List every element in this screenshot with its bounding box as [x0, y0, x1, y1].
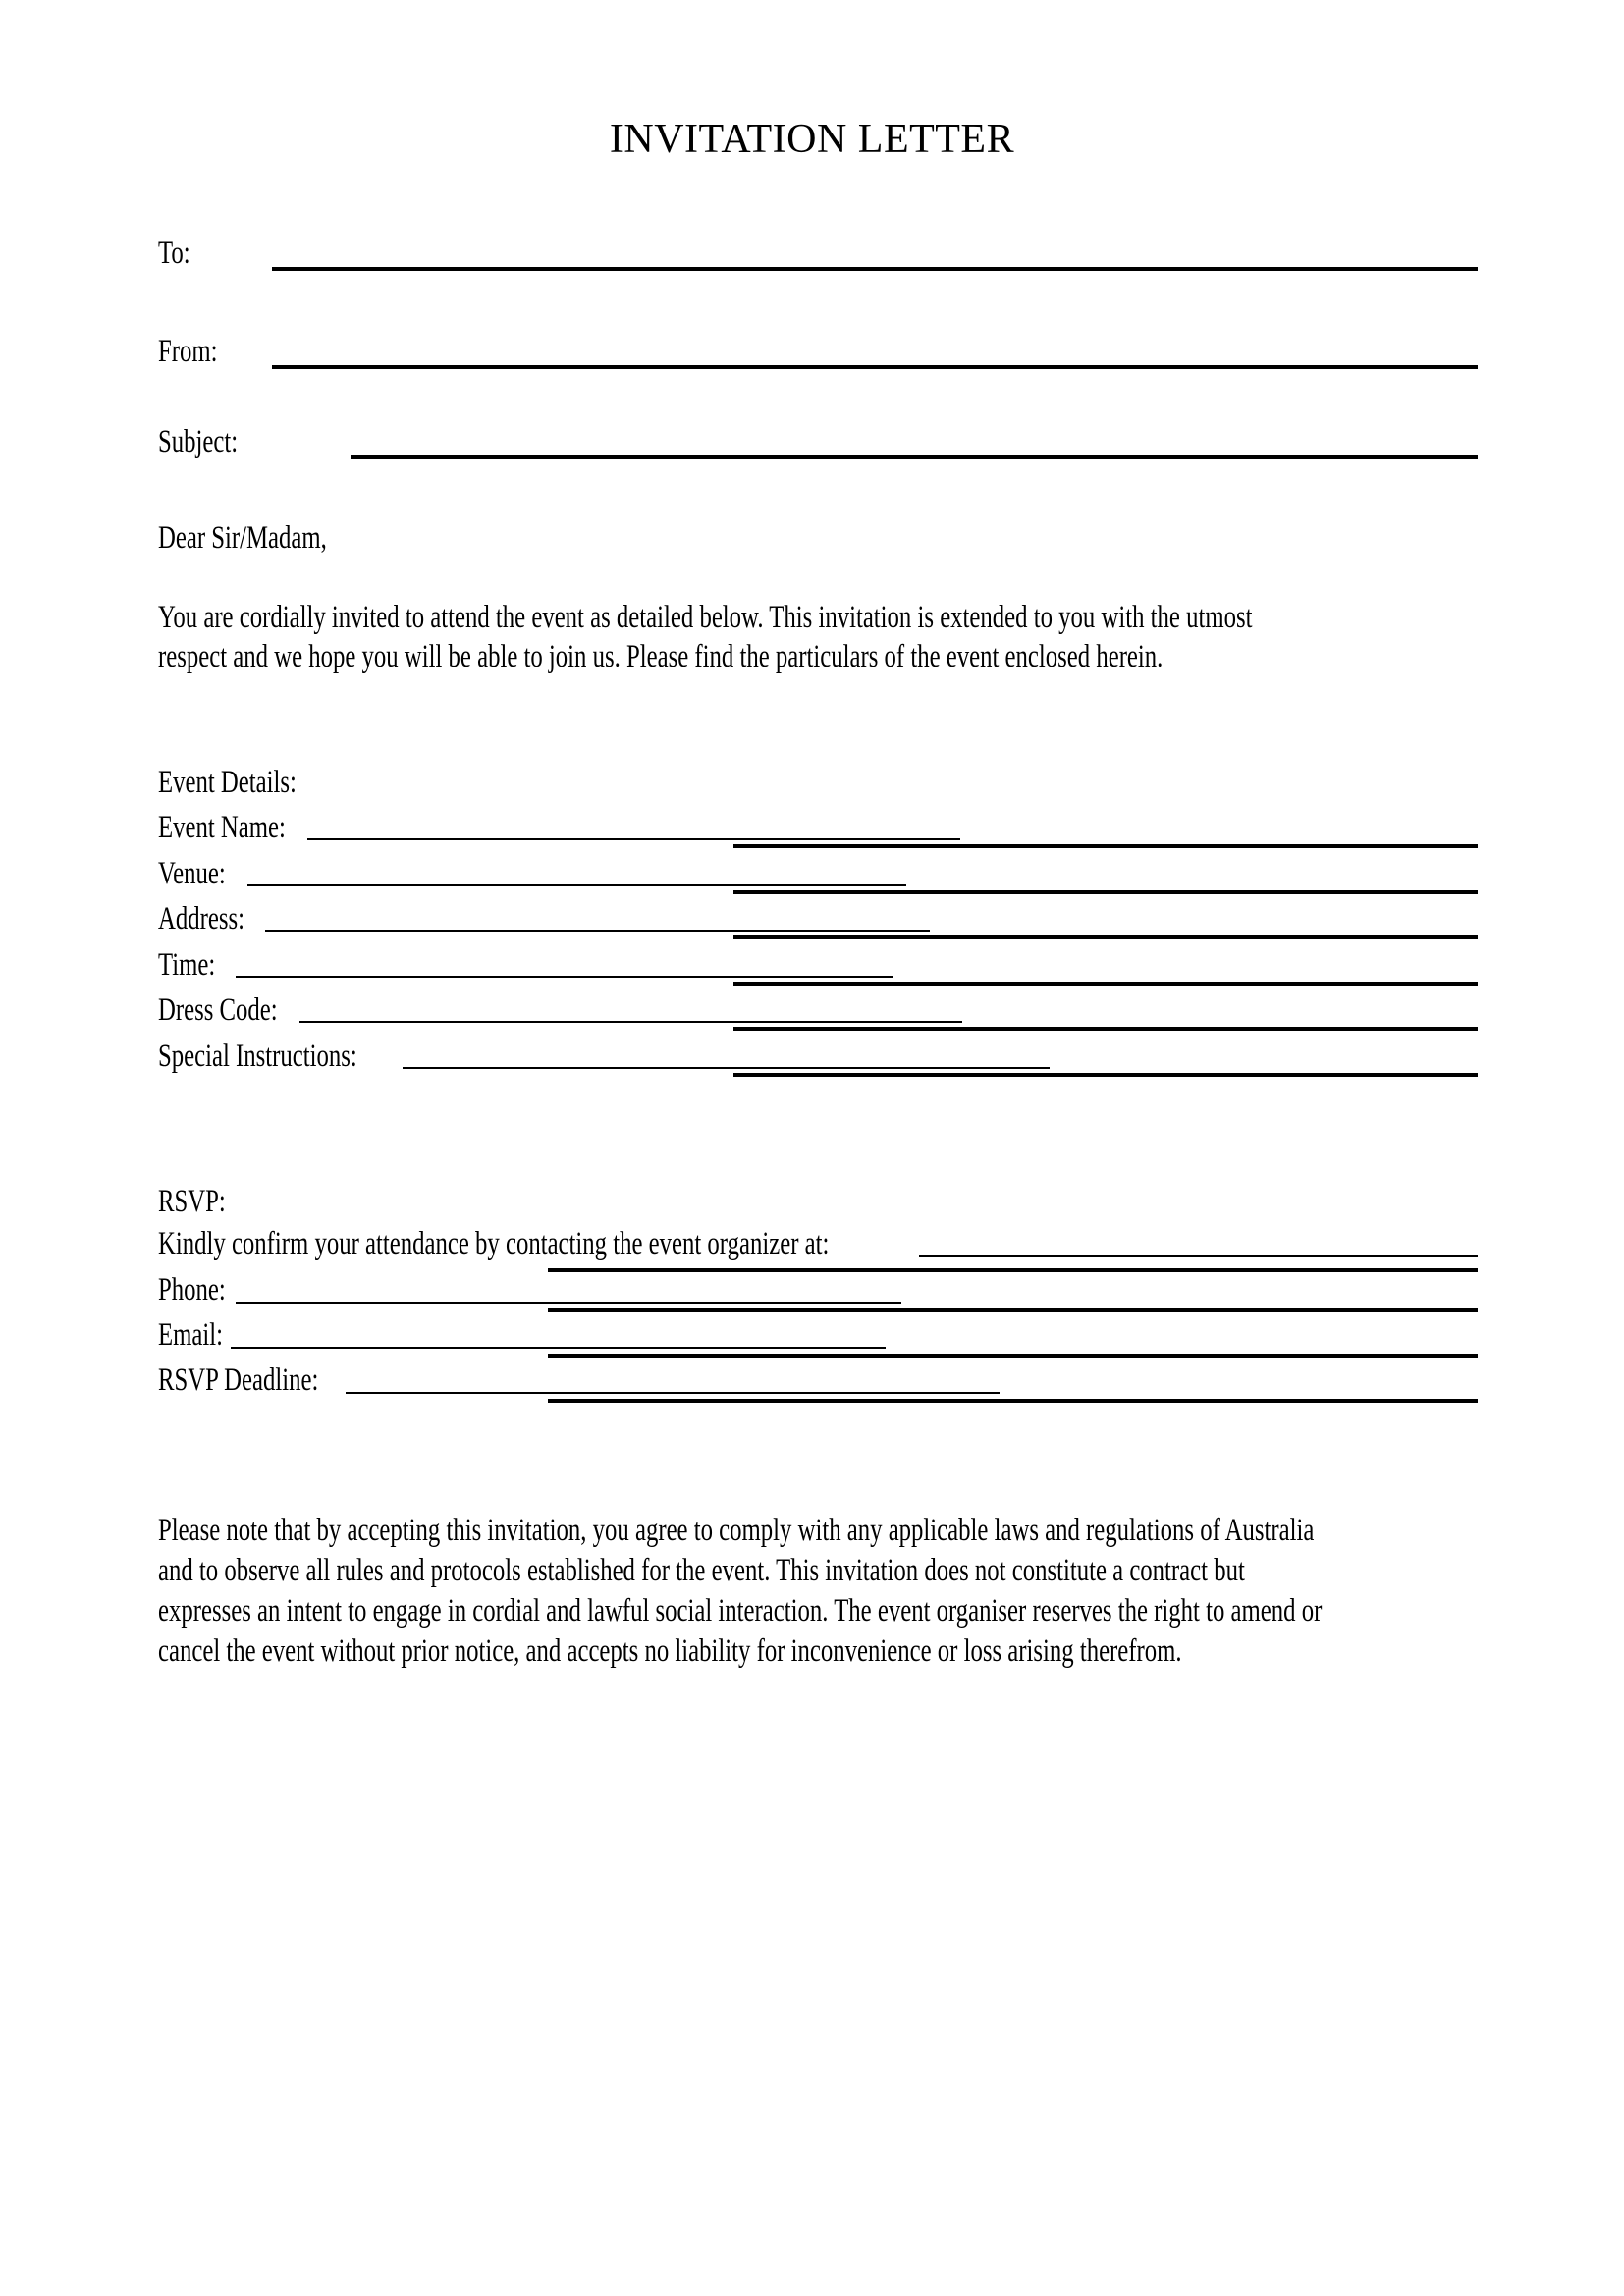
- intro-paragraph-line-2: [0, 635, 1624, 678]
- time-rule: [733, 982, 1478, 986]
- legal-paragraph-line-1: [0, 1509, 1624, 1552]
- venue-blank-line[interactable]: [247, 884, 906, 886]
- phone-blank-line[interactable]: [236, 1302, 901, 1304]
- event-details-heading-row: [0, 761, 1624, 804]
- intro-paragraph-line-1: [0, 596, 1624, 639]
- organizer-contact-blank-line[interactable]: [919, 1255, 1478, 1257]
- page-title: INVITATION LETTER: [609, 117, 1015, 162]
- rsvp-deadline-label: RSVP Deadline:: [158, 1362, 319, 1398]
- special-instructions-rule: [733, 1073, 1478, 1077]
- event-name-blank-line[interactable]: [307, 838, 960, 840]
- email-rule: [548, 1354, 1478, 1358]
- to-label: To:: [158, 236, 190, 271]
- time-row: [0, 943, 1624, 987]
- legal-paragraph-text-2: and to observe all rules and protocols established for the event. This invitation does not constitute a contract but: [158, 1553, 1245, 1588]
- intro-paragraph-text-1: You are cordially invited to attend the event as detailed below. This invitation is extended to you with the utmost: [158, 600, 1253, 635]
- email-row: [0, 1313, 1624, 1357]
- event-name-label: Event Name:: [158, 810, 286, 845]
- event-details-heading: Event Details:: [158, 765, 297, 800]
- phone-row: [0, 1268, 1624, 1311]
- venue-rule: [733, 890, 1478, 894]
- special-instructions-row: [0, 1035, 1624, 1078]
- dress-code-row: [0, 988, 1624, 1032]
- dress-code-label: Dress Code:: [158, 992, 278, 1028]
- address-rule: [733, 935, 1478, 939]
- address-row: [0, 897, 1624, 940]
- time-blank-line[interactable]: [236, 976, 893, 978]
- rsvp-instruction-text: Kindly confirm your attendance by contacting the event organizer at:: [158, 1226, 830, 1261]
- event-name-row: [0, 806, 1624, 849]
- subject-label: Subject:: [158, 424, 239, 459]
- phone-rule: [548, 1308, 1478, 1312]
- legal-paragraph-line-4: [0, 1629, 1624, 1673]
- legal-paragraph-line-3: [0, 1589, 1624, 1632]
- from-blank-line[interactable]: [272, 365, 1478, 369]
- venue-label: Venue:: [158, 856, 226, 891]
- email-label: Email:: [158, 1317, 223, 1353]
- email-blank-line[interactable]: [231, 1347, 886, 1349]
- to-row: [0, 232, 1624, 275]
- address-label: Address:: [158, 901, 244, 936]
- rsvp-instruction-row: [0, 1222, 1624, 1265]
- salutation-row: [0, 516, 1624, 560]
- special-instructions-label: Special Instructions:: [158, 1039, 357, 1074]
- dress-code-rule: [733, 1027, 1478, 1031]
- salutation-text: Dear Sir/Madam,: [158, 520, 327, 556]
- event-name-rule: [733, 844, 1478, 848]
- page-title-row: [0, 118, 1624, 161]
- from-label: From:: [158, 334, 218, 369]
- legal-paragraph-line-2: [0, 1549, 1624, 1592]
- rsvp-heading-row: [0, 1180, 1624, 1223]
- phone-label: Phone:: [158, 1272, 226, 1308]
- time-label: Time:: [158, 947, 216, 983]
- legal-paragraph-text-4: cancel the event without prior notice, and accepts no liability for inconvenience or loss arising therefrom.: [158, 1633, 1182, 1669]
- dress-code-blank-line[interactable]: [299, 1021, 962, 1023]
- special-instructions-blank-line[interactable]: [403, 1067, 1050, 1069]
- rsvp-deadline-row: [0, 1359, 1624, 1402]
- subject-row: [0, 420, 1624, 463]
- legal-paragraph-text-1: Please note that by accepting this invitation, you agree to comply with any applicable laws and regulations of Australia: [158, 1513, 1315, 1548]
- intro-paragraph-text-2: respect and we hope you will be able to join us. Please find the particulars of the event enclosed herein.: [158, 639, 1164, 674]
- rsvp-deadline-blank-line[interactable]: [346, 1392, 1000, 1394]
- rsvp-heading: RSVP:: [158, 1184, 226, 1219]
- legal-paragraph-text-3: expresses an intent to engage in cordial and lawful social interaction. The event organiser reserves the right to amend or: [158, 1593, 1323, 1629]
- address-blank-line[interactable]: [265, 930, 930, 932]
- venue-row: [0, 852, 1624, 895]
- to-blank-line[interactable]: [272, 267, 1478, 271]
- subject-blank-line[interactable]: [351, 455, 1478, 459]
- from-row: [0, 330, 1624, 373]
- rsvp-deadline-rule: [548, 1399, 1478, 1403]
